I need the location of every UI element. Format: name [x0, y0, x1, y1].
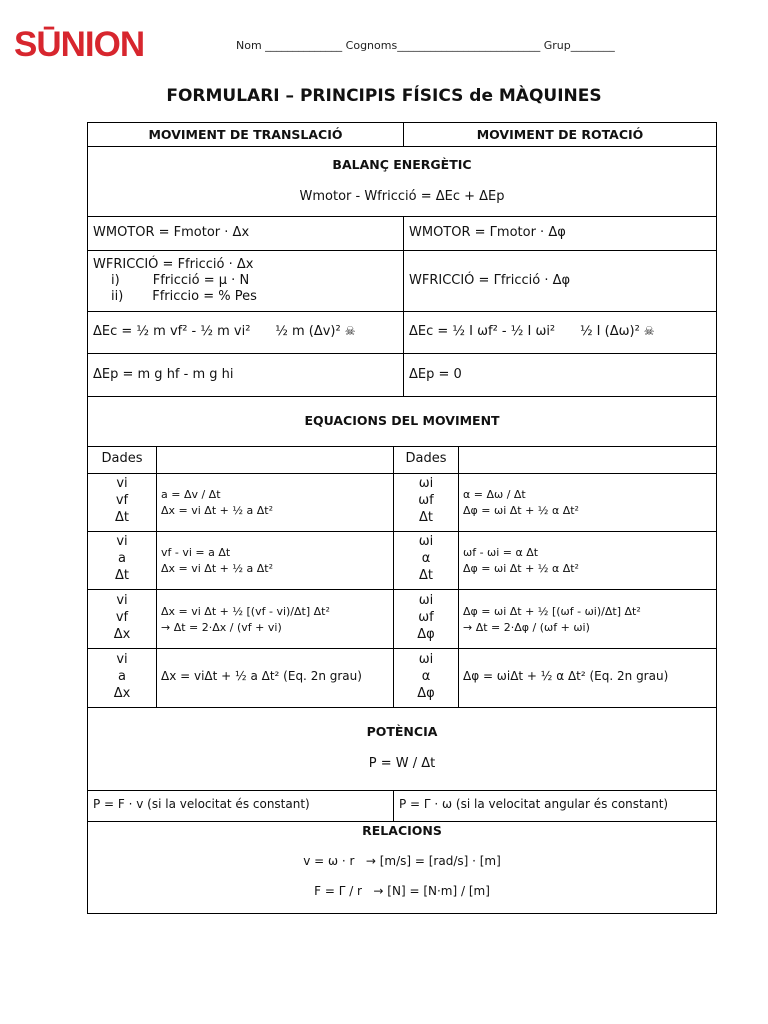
row3-left-eq: Δx = vi Δt + ½ [(vf - vi)/Δt] Δt² → Δt = 2·Δx / (vf + vi): [161, 605, 330, 634]
power-formula: P = W / Δt: [368, 756, 436, 771]
page-title: FORMULARI – PRINCIPIS FÍSICS de MÀQUINES: [166, 86, 602, 106]
motion-heading: EQUACIONS DEL MOVIMENT: [304, 413, 500, 428]
work-friction-line3: ii) Ffriccio = % Pes: [111, 289, 257, 304]
balance-formula: Wmotor - Wfricció = ΔEc + ΔEp: [299, 189, 505, 204]
row4-right-data: ωi α Δφ: [417, 652, 435, 701]
potential-rotation: ΔEp = 0: [409, 367, 462, 382]
work-motor-rotation: WMOTOR = Γmotor · Δφ: [409, 225, 566, 240]
row1-right-data: ωi ωf Δt: [418, 476, 434, 525]
power-rotation: P = Γ · ω (si la velocitat angular és constant): [399, 797, 669, 811]
power-translation: P = F · v (si la velocitat és constant): [93, 797, 310, 811]
data-label-rotation: Dades: [405, 451, 447, 466]
header-rotation: MOVIMENT DE ROTACIÓ: [476, 127, 644, 142]
row2-right-data: ωi α Δt: [418, 534, 434, 583]
row2-right-eq: ωf - ωi = α Δt Δφ = ωi Δt + ½ α Δt²: [463, 546, 579, 575]
row3-right-data: ωi ωf Δφ: [417, 593, 435, 642]
work-friction-rotation: WFRICCIÓ = Γfricció · Δφ: [409, 273, 571, 288]
power-heading: POTÈNCIA: [366, 724, 438, 739]
row3-right-eq: Δφ = ωi Δt + ½ [(ωf - ωi)/Δt] Δt² → Δt = 2·Δφ / (ωf + ωi): [463, 605, 641, 634]
row4-right-eq: Δφ = ωiΔt + ½ α Δt² (Eq. 2n grau): [463, 669, 669, 683]
row1-right-eq: α = Δω / Δt Δφ = ωi Δt + ½ α Δt²: [463, 488, 579, 517]
skull-crossbones-icon: ☠: [643, 324, 655, 338]
relation-force: F = Γ / r → [N] = [N·m] / [m]: [314, 884, 490, 898]
work-friction-line2: i) Ffricció = μ · N: [111, 273, 250, 288]
row4-left-eq: Δx = viΔt + ½ a Δt² (Eq. 2n grau): [161, 669, 362, 683]
kinetic-translation-formula: ΔEc = ½ m vf² - ½ m vi² ½ m (Δv)²: [93, 324, 341, 339]
relation-velocity: v = ω · r → [m/s] = [rad/s] · [m]: [303, 854, 501, 868]
formula-table: [87, 122, 717, 914]
potential-translation: ΔEp = m g hf - m g hi: [93, 367, 234, 382]
header-translation: MOVIMENT DE TRANSLACIÓ: [148, 127, 343, 142]
work-friction-translation: [93, 257, 398, 305]
row3-left-data: vi vf Δx: [113, 593, 131, 642]
kinetic-rotation: [409, 324, 709, 339]
row1-left-eq: a = Δv / Δt Δx = vi Δt + ½ a Δt²: [161, 488, 273, 517]
kinetic-translation: [93, 324, 398, 339]
row4-left-data: vi a Δx: [113, 652, 131, 701]
row2-left-data: vi a Δt: [115, 534, 129, 583]
work-motor-translation: WMOTOR = Fmotor · Δx: [93, 225, 250, 240]
kinetic-rotation-formula: ΔEc = ½ I ωf² - ½ I ωi² ½ I (Δω)²: [409, 324, 640, 339]
student-fields: Nom ______________ Cognoms__________________________ Grup________: [236, 39, 615, 52]
relations-heading: RELACIONS: [362, 823, 442, 838]
work-friction-line1: WFRICCIÓ = Ffricció · Δx: [93, 257, 254, 272]
data-label-translation: Dades: [101, 451, 143, 466]
row1-left-data: vi vf Δt: [115, 476, 129, 525]
skull-crossbones-icon: ☠: [344, 324, 356, 338]
balance-heading: BALANÇ ENERGÈTIC: [332, 157, 472, 172]
row2-left-eq: vf - vi = a Δt Δx = vi Δt + ½ a Δt²: [161, 546, 273, 575]
sunion-logo: SŪNION: [14, 25, 145, 64]
